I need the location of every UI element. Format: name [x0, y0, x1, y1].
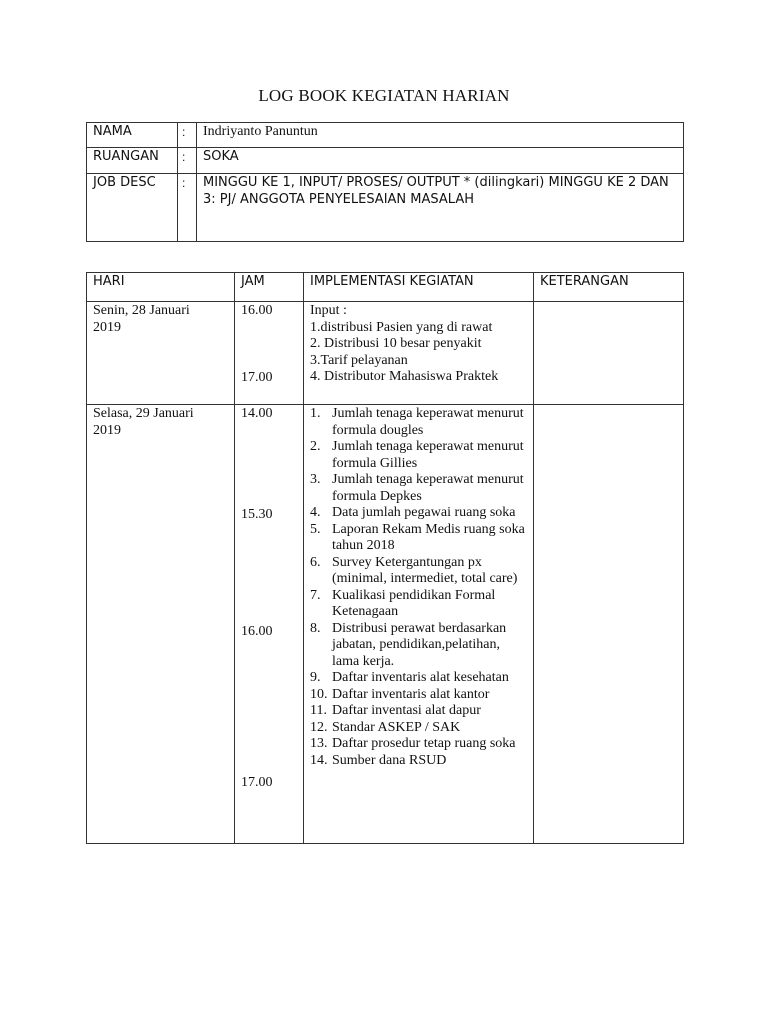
- task-item: [310, 720, 527, 737]
- task-text: Jumlah tenaga keperawat menurut formula dougles: [332, 406, 524, 438]
- task-item: [310, 505, 527, 522]
- task-number: 14.: [310, 752, 328, 768]
- task-text: Sumber dana RSUD: [332, 752, 447, 768]
- task-number: 11.: [310, 703, 327, 718]
- task-item: [310, 588, 527, 621]
- task-number: 1.: [310, 406, 321, 421]
- activity-line: 2. Distribusi 10 besar penyakit: [310, 336, 482, 352]
- task-item: [310, 736, 527, 753]
- task-item: [310, 703, 527, 720]
- nama-colon: :: [178, 123, 197, 148]
- task-list: [310, 406, 527, 769]
- hari-cell: [87, 405, 235, 844]
- task-text: Daftar inventaris alat kantor: [332, 686, 490, 702]
- implementasi-cell: [304, 302, 534, 405]
- hari-cell: [87, 302, 235, 405]
- task-text: Daftar inventaris alat kesehatan: [332, 670, 509, 685]
- time-label: 16.00: [241, 624, 273, 640]
- task-item: [310, 621, 527, 671]
- hari-date: Selasa, 29 Januari: [93, 406, 194, 421]
- time-label: 17.00: [241, 369, 273, 385]
- activity-line: 4. Distributor Mahasiswa Praktek: [310, 369, 499, 385]
- activity-line: 1.distribusi Pasien yang di rawat: [310, 319, 493, 335]
- task-number: 12.: [310, 719, 328, 735]
- ruangan-row: [87, 148, 684, 174]
- jam-cell: [235, 405, 304, 844]
- header-implementasi: IMPLEMENTASI KEGIATAN: [304, 273, 534, 302]
- keterangan-cell: [534, 302, 684, 405]
- activity-line: 3.Tarif pelayanan: [310, 352, 408, 368]
- task-item: [310, 753, 527, 770]
- ruangan-value: SOKA: [197, 148, 684, 174]
- task-text: Survey Ketergantungan px (minimal, intermediet, total care): [332, 554, 518, 586]
- table-row: [87, 405, 684, 844]
- task-text: Kualikasi pendidikan Formal Ketenagaan: [332, 587, 496, 619]
- activity-line: Input :: [310, 303, 347, 318]
- ruangan-label: RUANGAN: [87, 148, 178, 174]
- task-text: Daftar inventasi alat dapur: [332, 703, 481, 718]
- task-number: 9.: [310, 670, 321, 685]
- activity-log-table: [86, 272, 684, 844]
- task-item: [310, 522, 527, 555]
- task-item: [310, 555, 527, 588]
- header-keterangan: KETERANGAN: [534, 273, 684, 302]
- task-number: 7.: [310, 587, 321, 603]
- task-text: Jumlah tenaga keperawat menurut formula Depkes: [332, 472, 524, 504]
- jobdesc-row: [87, 174, 684, 242]
- jobdesc-label: JOB DESC: [87, 174, 178, 242]
- task-item: [310, 687, 527, 704]
- identity-table: [86, 122, 684, 242]
- task-number: 6.: [310, 554, 321, 570]
- jobdesc-value: MINGGU KE 1, INPUT/ PROSES/ OUTPUT * (dilingkari) MINGGU KE 2 DAN 3: PJ/ ANGGOTA PENYELESAIAN MASALAH: [197, 174, 684, 242]
- task-item: [310, 406, 527, 439]
- task-number: 10.: [310, 686, 328, 702]
- time-label: 16.00: [241, 303, 273, 318]
- task-text: Standar ASKEP / SAK: [332, 719, 461, 735]
- task-text: Jumlah tenaga keperawat menurut formula Gillies: [332, 439, 524, 471]
- page-title: LOG BOOK KEGIATAN HARIAN: [258, 86, 510, 105]
- hari-year: 2019: [93, 319, 121, 335]
- task-number: 5.: [310, 521, 321, 537]
- time-label: 15.30: [241, 506, 273, 522]
- task-number: 4.: [310, 505, 321, 520]
- time-label: 14.00: [241, 406, 273, 421]
- header-jam: JAM: [235, 273, 304, 302]
- task-number: 2.: [310, 439, 321, 454]
- header-hari: HARI: [87, 273, 235, 302]
- task-text: Daftar prosedur tetap ruang soka: [332, 736, 516, 751]
- time-label: 17.00: [241, 774, 273, 790]
- hari-year: 2019: [93, 422, 121, 438]
- nama-label: NAMA: [87, 123, 178, 148]
- implementasi-cell: [304, 405, 534, 844]
- hari-date: Senin, 28 Januari: [93, 303, 190, 318]
- task-text: Laporan Rekam Medis ruang soka tahun 2018: [332, 521, 525, 553]
- table-row: [87, 302, 684, 405]
- task-number: 8.: [310, 620, 321, 636]
- task-item: [310, 472, 527, 505]
- nama-value: Indriyanto Panuntun: [197, 123, 684, 148]
- task-number: 3.: [310, 472, 321, 487]
- jam-cell: [235, 302, 304, 405]
- jobdesc-colon: :: [178, 174, 197, 242]
- nama-row: [87, 123, 684, 148]
- keterangan-cell: [534, 405, 684, 844]
- task-text: Distribusi perawat berdasarkan jabatan, pendidikan,pelatihan, lama kerja.: [332, 620, 507, 669]
- ruangan-colon: :: [178, 148, 197, 174]
- task-item: [310, 670, 527, 687]
- task-text: Data jumlah pegawai ruang soka: [332, 505, 516, 520]
- task-item: [310, 439, 527, 472]
- task-number: 13.: [310, 736, 328, 751]
- log-header-row: [87, 273, 684, 302]
